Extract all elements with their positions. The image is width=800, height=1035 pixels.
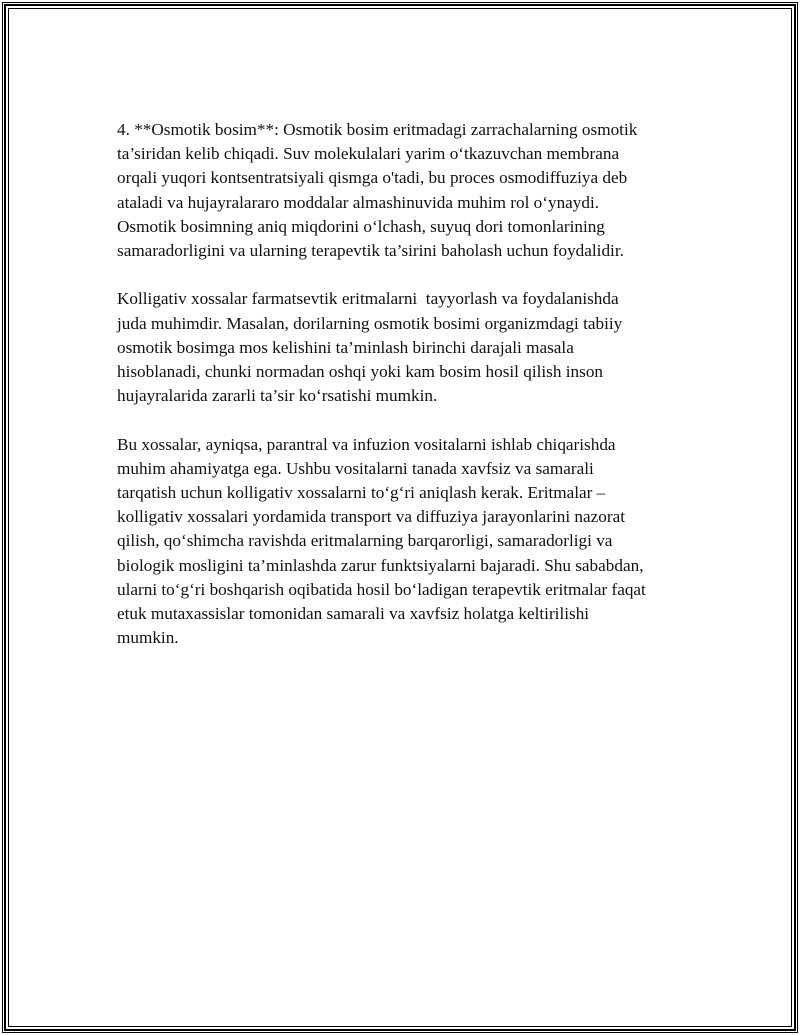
paragraph-parenteral-solutions <box>117 433 689 651</box>
text-line: hujayralarida zararli ta’sir ko‘rsatishi mumkin. <box>117 386 438 406</box>
text-line: ta’siridan kelib chiqadi. Suv molekulalari yarim o‘tkazuvchan membrana <box>117 144 620 164</box>
text-line: biologik mosligini ta’minlashda zarur funktsiyalarni bajaradi. Shu sababdan, <box>117 555 644 575</box>
text-line: 4. **Osmotik bosim**: Osmotik bosim eritmadagi zarrachalarning osmotik <box>117 120 638 139</box>
text-line: juda muhimdir. Masalan, dorilarning osmotik bosimi organizmdagi tabiiy <box>117 313 623 333</box>
text-line: osmotik bosimga mos kelishini ta’minlash birinchi darajali masala <box>117 337 574 357</box>
text-line: orqali yuqori kontsentratsiyali qismga o'tadi, bu proces osmodiffuziya deb <box>117 168 628 188</box>
text-line: hisoblanadi, chunki normadan oshqi yoki kam bosim hosil qilish inson <box>117 362 604 382</box>
text-line: tarqatish uchun kolligativ xossalarni to‘g‘ri aniqlash kerak. Eritmalar – <box>117 483 606 503</box>
document-body <box>117 118 689 675</box>
text-line: ataladi va hujayralararo moddalar almashinuvida muhim rol o‘ynaydi. <box>117 192 600 212</box>
paragraph-osmotic-pressure <box>117 118 689 263</box>
text-line: samaradorligini va ularning terapevtik ta’sirini baholash uchun foydalidir. <box>117 241 624 261</box>
text-line: qilish, qo‘shimcha ravishda eritmalarning barqarorligi, samaradorligi va <box>117 531 613 551</box>
text-line: Osmotik bosimning aniq miqdorini o‘lchash, suyuq dori tomonlarining <box>117 216 605 236</box>
text-line: Bu xossalar, ayniqsa, parantral va infuzion vositalarni ishlab chiqarishda <box>117 434 616 454</box>
paragraph-colligative-importance <box>117 287 689 408</box>
text-line: muhim ahamiyatga ega. Ushbu vositalarni tanada xavfsiz va samarali <box>117 458 594 478</box>
text-line: ularni to‘g‘ri boshqarish oqibatida hosil bo‘ladigan terapevtik eritmalar faqat <box>117 579 646 599</box>
text-line: Kolligativ xossalar farmatsevtik eritmalarni tayyorlash va foydalanishda <box>117 289 619 309</box>
text-line: kolligativ xossalari yordamida transport va diffuziya jarayonlarini nazorat <box>117 507 625 527</box>
text-line: mumkin. <box>117 628 179 648</box>
text-line: etuk mutaxassislar tomonidan samarali va xavfsiz holatga keltirilishi <box>117 604 590 624</box>
